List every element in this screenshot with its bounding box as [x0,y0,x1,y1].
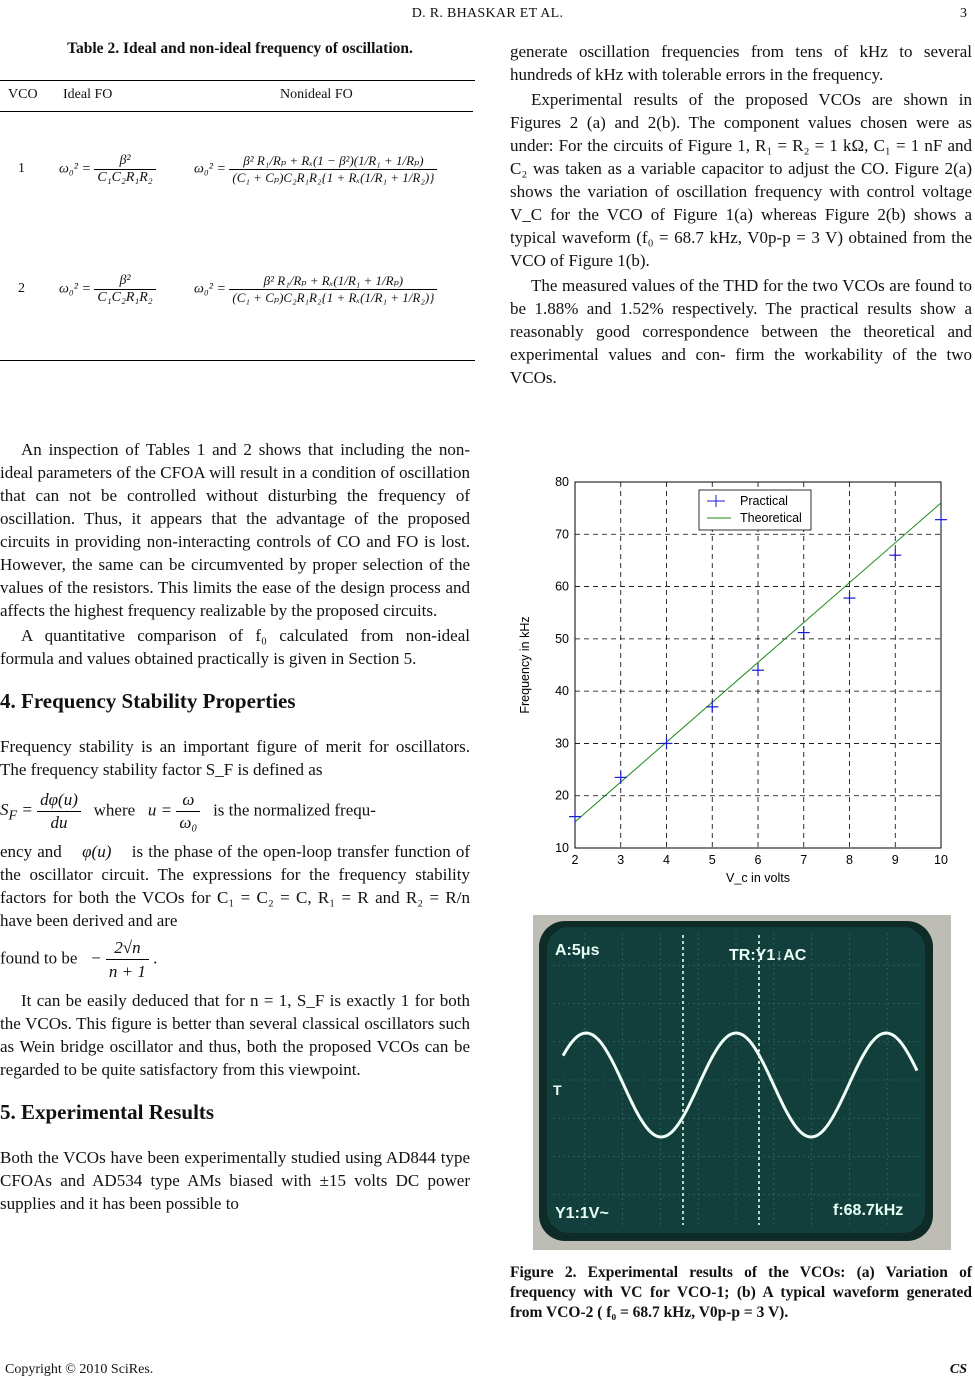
legend-entry-theoretical: Theoretical [740,511,802,525]
oscilloscope-screen [533,915,951,1250]
section-heading: 5. Experimental Results [0,1100,215,1124]
practical-point [935,514,947,526]
paragraph: generate oscillation frequencies from tens of kHz to several hundreds of kHz with tolerable errors in the frequency. [510,42,972,84]
paragraph: Experimental results of the proposed VCOs are shown in Figures 2 (a) and 2(b). The component values chosen were as under: For the circuits of Figure 1, R₁ = R₂ = 1 kΩ, C₁ = 1 nF and C₂ was taken as a variable capacitor to adjust the CO. Figure 2(a) shows the variation of oscillation frequency with control voltage V_C for the VCO of Figure 1(a) whereas Figure 2(b) shows a typical waveform (f₀ = 68.7 kHz, V0p-p = 3 V) obtained from the VCO of Figure 1(b). [510,90,972,270]
ideal-formula [55,227,190,352]
table-cell: 1 [18,161,25,177]
u-symbol: u = [147,800,173,820]
section-heading: 4. Frequency Stability Properties [0,689,296,713]
inline-text: ency and [0,842,62,861]
figure-caption: Figure 2. Experimental results of the VCOs: (a) Variation of frequency with VC for VCO-1; (b) A typical waveform generated from VCO-2 ( f₀ = 68.7 kHz, V0p-p = 3 V). [510,1264,972,1321]
table-row [0,112,473,227]
nonideal-formula [190,227,473,352]
x-tick-label: 9 [891,853,899,867]
frequency-vs-voltage-chart [515,470,960,895]
practical-point [889,549,901,561]
practical-point [706,701,718,713]
trigger-readout: TR:Y1↓AC [729,947,807,964]
inline-text: is the normalized frequ- [213,800,376,820]
journal-abbrev: CS [949,1362,967,1377]
sf-numerator: dφ(u) [37,789,81,812]
x-tick-label: 8 [846,853,853,867]
y-tick-label: 60 [555,579,569,594]
phi-symbol: φ(u) [82,842,112,861]
omega-label: ω₀² = [194,281,226,297]
paragraph: An inspection of Tables 1 and 2 shows that including the non-ideal parameters of the CFOA will result in a condition of oscillation that can not be controlled without disturbing the frequency of oscillation. Thus, it appears that the advantage of the proposed circuits in providing non-interacting controls of CO and FO is lost. However, the same can be circumvented by proper selection of the values of the resistors. This limits the ease of the design process and affects the highest frequency realizable by the proposed circuits. [0,440,470,620]
inline-text: found to be [0,948,78,968]
frequency-readout: f:68.7kHz [833,1202,904,1219]
stability-result: found to be − $\frac{2√n}{n + 1}$ . [0,938,158,981]
table-caption: Table 2. Ideal and non-ideal frequency of oscillation. [67,40,413,57]
result-denominator: n + 1 [108,962,146,981]
x-tick-label: 4 [663,853,670,867]
running-head: D. R. BHASKAR ET AL. [411,6,564,21]
y-tick-label: 30 [555,736,569,751]
y-tick-label: 10 [555,841,569,855]
oscilloscope-photo [533,915,951,1250]
y-tick-label: 40 [555,684,569,699]
omega-label: ω₀² = [59,281,91,297]
left-column-text [0,438,470,1217]
practical-point [661,737,673,749]
y-tick-label: 50 [555,631,569,646]
formula-numerator: β² [94,153,155,170]
y-tick-label: 70 [555,527,569,542]
formula-denominator: (C₁ + Cₚ)C₂R₁R₂{1 + Rₓ(1/R₁ + 1/R₂)} [232,289,435,305]
practical-point [569,811,581,823]
paragraph: Frequency stability is an important figure of merit for oscillators. The frequency stability factor S_F is defined as [0,737,470,779]
table-header-row [0,81,473,112]
y-tick-label: 80 [555,475,569,489]
paragraph [0,840,470,932]
u-numerator: ω [176,789,200,812]
formula-numerator: β² [94,273,155,290]
paragraph: It can be easily deduced that for n = 1, S_F is exactly 1 for both the VCOs. This figure is better than several classical oscillators such as Wein bridge oscillator and thus, both the proposed VCOs can be regarded to be quite satisfactory from this viewpoint. [0,991,470,1079]
stability-equation: $S_F$ = $\frac{d\varphi(u)}{du}$ where u = $\frac{\omega}{\text{ω₀}}$ is the normalized frequ- [0,790,376,832]
result-numerator: 2√n [106,936,149,960]
page-number: 3 [960,6,967,21]
paragraph: A quantitative comparison of f₀ calculated from non-ideal formula and values obtained practically is given in Section 5. [0,626,470,668]
copyright: Copyright © 2010 SciRes. [5,1362,154,1377]
table-header: Nonideal FO [190,81,473,112]
table-header: VCO [0,81,55,112]
x-axis-label: V_c in volts [726,871,790,885]
right-column-text [510,40,972,391]
formula-denominator: (C₁ + Cₚ)C₂R₁R₂{1 + Rₓ(1/R₁ + 1/R₂)} [232,169,435,185]
table-2 [0,80,475,361]
practical-point [798,627,810,639]
paragraph: Both the VCOs have been experimentally studied using AD844 type CFOAs and AD534 type AMs biased with ±15 volts DC power supplies and it has been possible to [0,1148,470,1213]
paragraph: The measured values of the THD for the two VCOs are found to be 1.88% and 1.52% respectively. The practical results show a reasonably good correspondence between the theoretical and experimental values and con- firm the workability of the two VCOs. [510,276,972,387]
x-tick-label: 2 [571,853,579,867]
formula-denominator: C₁C₂R₁R₂ [97,289,153,305]
y-axis-label: Frequency in kHz [518,616,532,714]
sf-subscript: F [8,807,18,824]
x-tick-label: 3 [617,853,625,867]
trigger-marker: T [553,1082,562,1098]
table-cell: 2 [18,281,25,296]
sf-denominator: du [50,813,68,832]
omega-label: ω₀² = [59,161,91,177]
u-denominator: ω₀ [179,813,198,832]
omega-label: ω₀² = [194,161,226,177]
x-tick-label: 6 [754,853,762,867]
x-tick-label: 5 [708,853,716,867]
x-tick-label: 10 [934,853,948,867]
formula-numerator: β² R₁/Rₚ + Rₓ(1/R₁ + 1/Rₚ) [229,273,437,290]
x-tick-label: 7 [800,853,808,867]
chart-legend [699,490,811,530]
table-row [0,227,473,352]
practical-point [844,592,856,604]
ideal-formula [55,112,190,227]
formula-numerator: β² R₁/Rₚ + Rₓ(1 − β²)(1/R₁ + 1/Rₚ) [229,153,437,170]
sf-symbol: S [0,800,9,820]
table-header: Ideal FO [55,81,190,112]
timebase-readout: A:5μs [555,942,600,959]
channel-readout: Y1:1V~ [555,1205,609,1222]
practical-point [615,771,627,783]
nonideal-formula [190,112,473,227]
formula-denominator: C₁C₂R₁R₂ [97,169,153,185]
where-word: where [93,800,136,820]
inline-text: is the phase of the open-loop transfer function of the oscillator circuit. The expressions for the frequency stability factors for both the VCOs for C₁ = C₂ = C, R₁ = R and R₂ = R/n have been derived and are [0,842,471,930]
legend-entry-practical: Practical [740,494,788,508]
y-tick-label: 20 [555,788,569,803]
